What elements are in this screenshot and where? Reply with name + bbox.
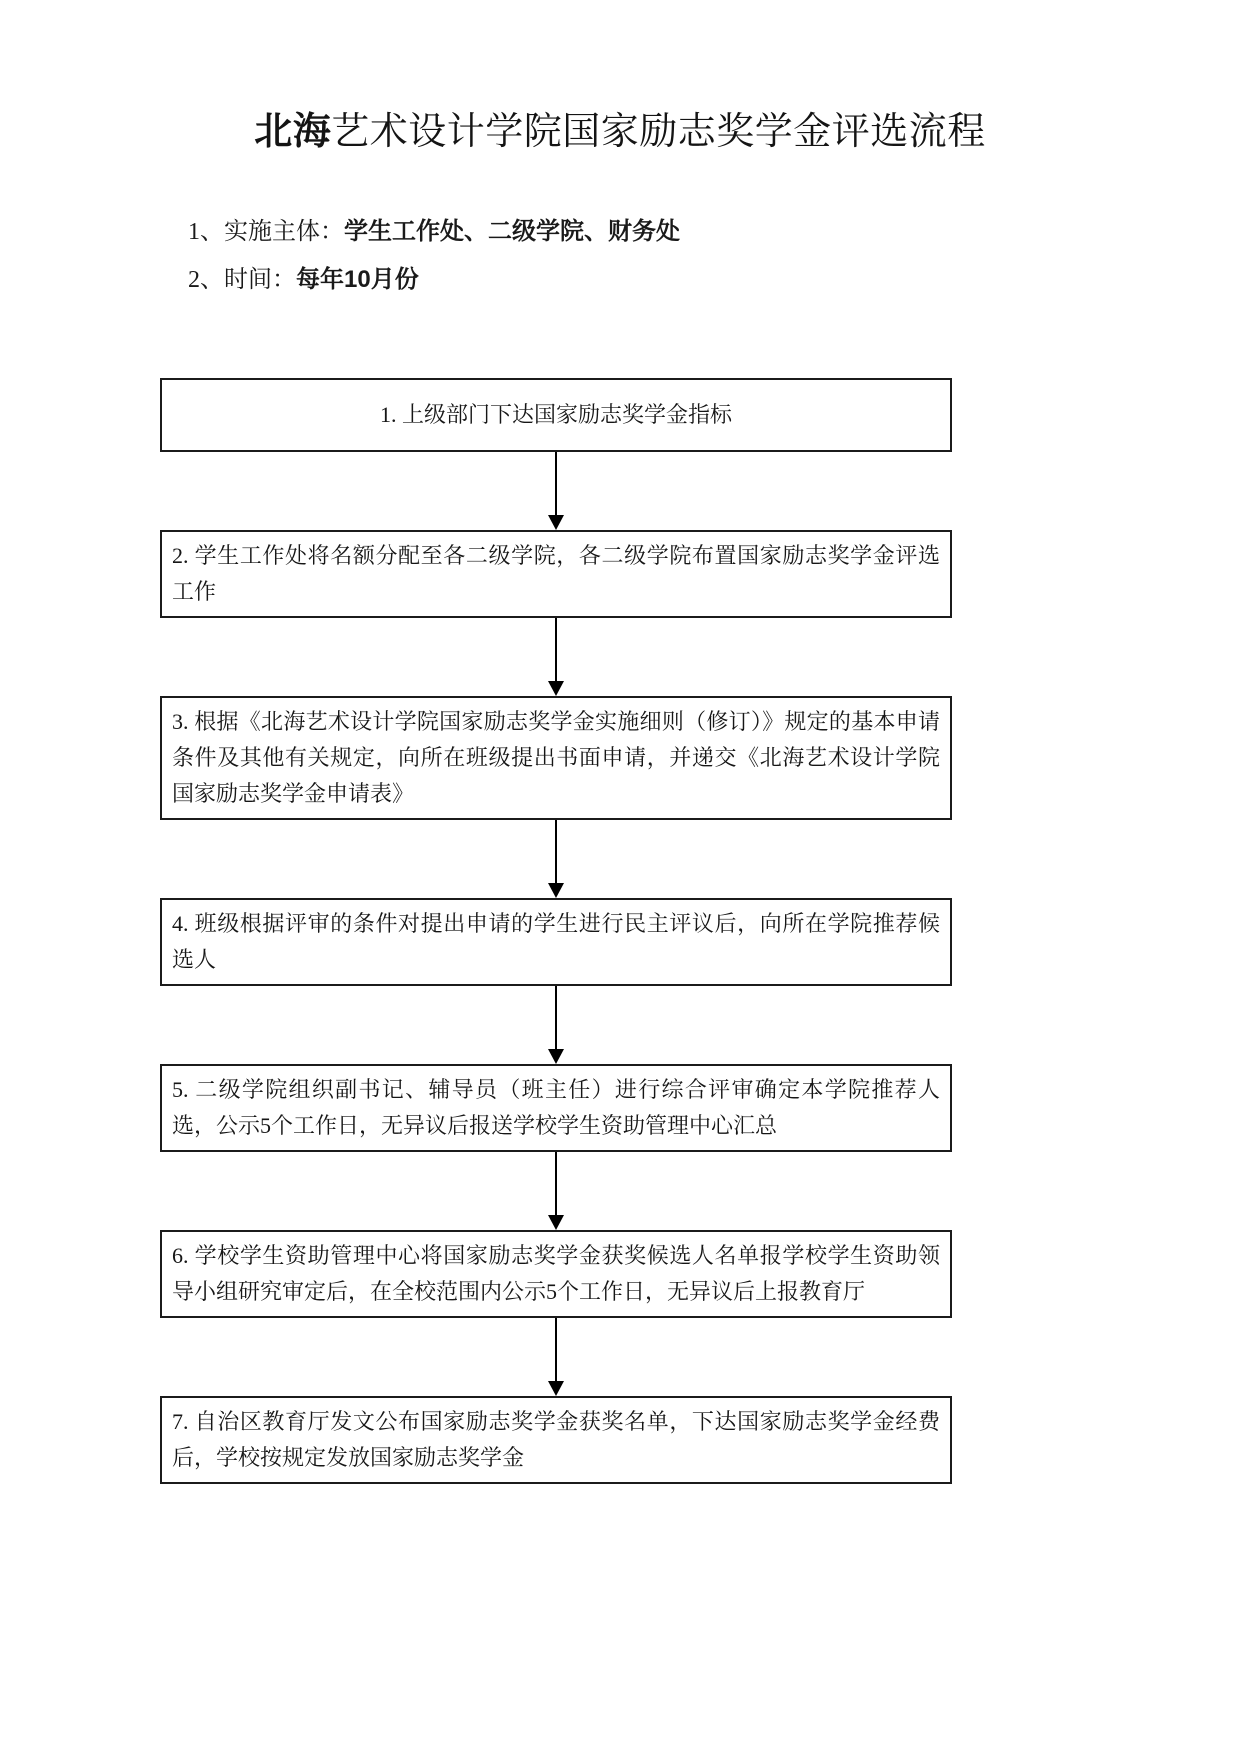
intro-list [188,217,1240,295]
arrow-line [555,452,557,515]
flow-step-1 [160,378,952,452]
intro-item-time [188,265,1240,295]
arrow-line [555,820,557,883]
arrow-line [555,986,557,1049]
arrow-head-icon [548,681,564,696]
flow-arrow-down-3 [160,820,952,898]
flow-arrow-down-6 [160,1318,952,1396]
arrow-line [555,618,557,681]
flow-step-2-text: 2. 学生工作处将名额分配至各二级学院，各二级学院布置国家励志奖学金评选工作 [172,543,940,604]
flow-step-5-text: 5. 二级学院组织副书记、辅导员（班主任）进行综合评审确定本学院推荐人选，公示5个工作日，无异议后报送学校学生资助管理中心汇总 [172,1077,940,1138]
intro-item-subject-value: 学生工作处、二级学院、财务处 [344,218,680,245]
intro-item-subject-prefix: 1、实施主体： [188,219,344,245]
flow-step-1-text: 1. 上级部门下达国家励志奖学金指标 [379,402,732,427]
flow-step-5 [160,1064,952,1152]
arrow-line [555,1152,557,1215]
arrow-head-icon [548,1381,564,1396]
flow-arrow-down-4 [160,986,952,1064]
intro-item-subject [188,217,1240,247]
flow-arrow-down-1 [160,452,952,530]
flow-step-3-text: 3. 根据《北海艺术设计学院国家励志奖学金实施细则（修订）》规定的基本申请条件及其他有关规定，向所在班级提出书面申请，并递交《北海艺术设计学院国家励志奖学金申请表》 [172,709,940,806]
arrow-head-icon [548,515,564,530]
flow-step-4 [160,898,952,986]
flow-step-7 [160,1396,952,1484]
flow-step-3 [160,696,952,820]
flowchart [160,378,952,1484]
flow-arrow-down-2 [160,618,952,696]
flow-arrow-down-5 [160,1152,952,1230]
flow-step-6-text: 6. 学校学生资助管理中心将国家励志奖学金获奖候选人名单报学校学生资助领导小组研究审定后，在全校范围内公示5个工作日，无异议后上报教育厅 [172,1243,940,1304]
arrow-head-icon [548,883,564,898]
intro-item-time-prefix: 2、时间： [188,267,296,293]
flow-step-2 [160,530,952,618]
flow-step-7-text: 7. 自治区教育厅发文公布国家励志奖学金获奖名单，下达国家励志奖学金经费后，学校按规定发放国家励志奖学金 [172,1409,940,1470]
arrow-line [555,1318,557,1381]
flow-step-6 [160,1230,952,1318]
flow-step-4-text: 4. 班级根据评审的条件对提出申请的学生进行民主评议后，向所在学院推荐候选人 [172,911,940,972]
title-bold-part: 北海 [254,111,332,153]
title-rest-part: 艺术设计学院国家励志奖学金评选流程 [331,111,986,153]
page-title [0,0,1240,155]
arrow-head-icon [548,1049,564,1064]
arrow-head-icon [548,1215,564,1230]
intro-item-time-value: 每年10月份 [296,266,419,293]
